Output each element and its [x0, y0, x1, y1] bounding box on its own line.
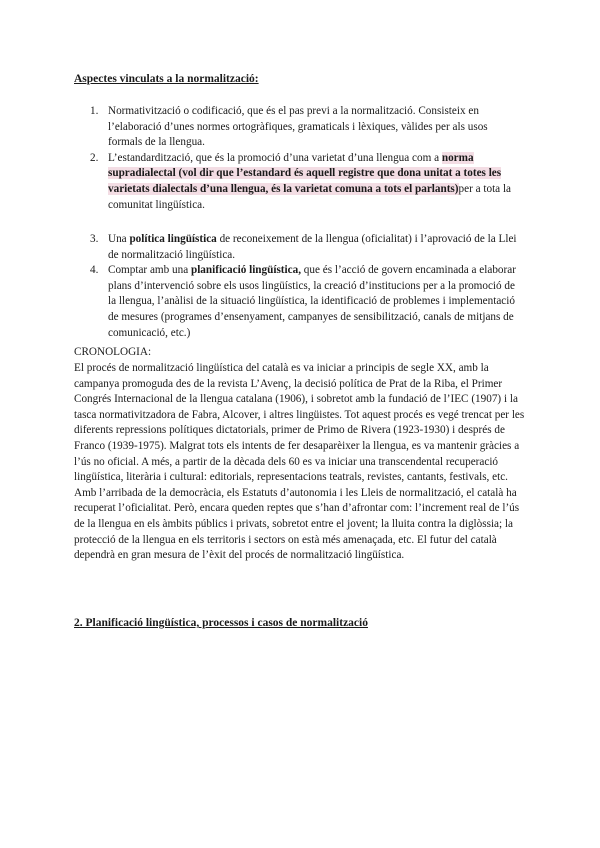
list-item-1	[74, 104, 524, 151]
highlighted-definition: norma supradialectal (vol dir que l’estandard és aquell registre que dona unitat a totes les varietats dialectals d’una llengua, és la varietat comuna a tots el parlants)	[108, 151, 502, 195]
list-item-text-post: per a tota la comunitat lingüística.	[108, 182, 512, 211]
cronologia-title: CRONOLOGIA:	[74, 346, 152, 358]
list-item-text: Normativització o codificació, que és el pas previ a la normalització. Consisteix en l’elaboració d’unes normes ortogràfiques, gramaticals i lèxiques, vàlides per als usos formals de la llengua.	[108, 105, 488, 149]
bold-term: planificació lingüística,	[190, 264, 301, 277]
list-item-text-pre: L’estandardització, que és la promoció d’una varietat d’una llengua com a	[108, 151, 442, 164]
cronologia-paragraph: El procés de normalització lingüística del català es va iniciar a principis de segle XX, amb la campanya promoguda des de la revista L’Avenç, la decisió política de Prat de la Riba, el Primer Congrés Internacional de la llengua catalana (1906), i sobretot amb la fundació de l’IEC (1907) i la tasca normativitzadora de Fabra, Alcover, i altres lingüistes. Tot aquest procés es vegé trencat per les diferents repressions polítiques dictatorials, primer de Primo de Rivera (1923-1930) i després de Franco (1939-1975). Malgrat tots els intents de fer desaparèixer la llengua, es va mantenir gràcies a l’ús no oficial. A més, a partir de la dècada dels 60 es va iniciar una transcendental recuperació lingüística, literària i cultural: editorials, representacions teatrals, revistes, cantants, festivals, etc. Amb l’arribada de la democràcia, els Estatuts d’autonomia i les Lleis de normalització, el català ha recuperat l’oficialitat. Però, encara queden reptes que s’han d’afrontar com: l’increment real de l’ús de la llengua en els àmbits públics i privats, sobretot entre el jovent; la lluita contra la diglòssia; la protecció de la llengua en els territoris i sectors on està més amenaçada, etc. El futur del català dependrà en gran mesura de l’èxit del procés de normalització lingüística.	[74, 362, 525, 562]
bold-term: política lingüística	[129, 233, 217, 245]
list-item-3	[74, 232, 524, 263]
list-item-text-pre: Una	[108, 233, 130, 245]
list-number: 1.	[90, 105, 99, 117]
list-item-2	[74, 151, 524, 213]
list-item-text-post: que és l’acció de govern encaminada a elaborar plans d’intervenció sobre els usos lingüístics, la creació d’institucions per a la promoció de la llengua, l’anàlisi de la situació lingüística, la identificació de problemes i implementació de mesures (programes d’ensenyament, campanyes de sensibilització, canals de mitjans de comunicació, etc.)	[108, 264, 516, 339]
list-number: 4.	[90, 264, 99, 277]
heading-section-2: 2. Planificació lingüística, processos i casos de normalització	[74, 617, 368, 629]
list-item-4	[74, 263, 524, 341]
list-item-text-post: de reconeixement de la llengua (oficialitat) i l’aprovació de la Llei de normalització lingüística.	[108, 233, 517, 261]
aspects-list-part2	[74, 232, 524, 341]
heading-aspects: Aspectes vinculats a la normalització:	[74, 73, 259, 85]
list-number: 3.	[90, 233, 99, 245]
aspects-list-part1	[74, 104, 524, 213]
list-item-text-pre: Comptar amb una	[108, 264, 191, 277]
list-number: 2.	[90, 151, 99, 164]
